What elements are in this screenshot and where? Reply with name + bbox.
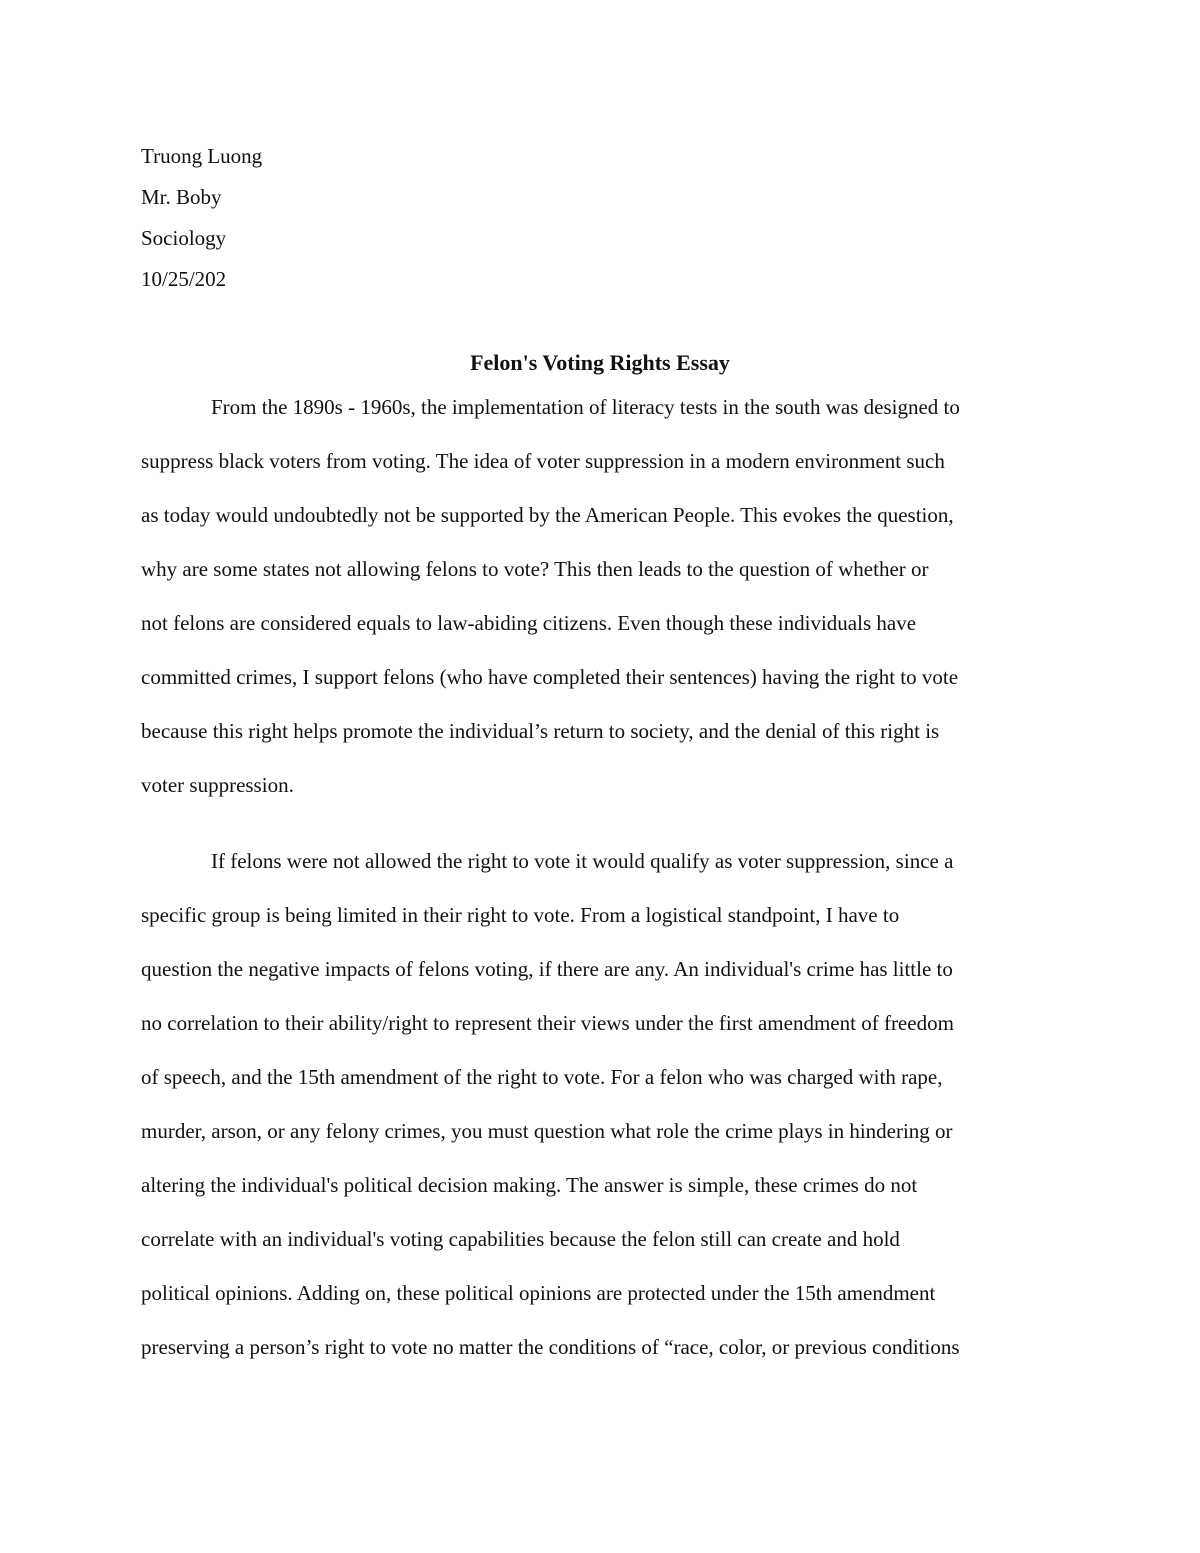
paragraph-line: preserving a person’s right to vote no matter the conditions of “race, color, or previous conditions [141, 1335, 960, 1359]
paragraph-line: question the negative impacts of felons voting, if there are any. An individual's crime has little to [141, 957, 953, 981]
paragraph-line: as today would undoubtedly not be supported by the American People. This evokes the question, [141, 503, 954, 527]
paragraph-line: voter suppression. [141, 773, 294, 797]
paragraph-line: no correlation to their ability/right to represent their views under the first amendment of freedom [141, 1011, 954, 1035]
author-name: Truong Luong [141, 144, 263, 168]
paragraph-line: altering the individual's political decision making. The answer is simple, these crimes do not [141, 1173, 918, 1197]
paragraph-line: committed crimes, I support felons (who have completed their sentences) having the right to vote [141, 665, 959, 689]
paragraph-line: If felons were not allowed the right to vote it would qualify as voter suppression, since a [211, 849, 954, 873]
course-name: Sociology [141, 226, 227, 250]
paragraph-line: because this right helps promote the individual’s return to society, and the denial of this right is [141, 719, 940, 743]
mla-heading [141, 140, 741, 304]
paragraph-line: murder, arson, or any felony crimes, you must question what role the crime plays in hindering or [141, 1119, 953, 1143]
paragraph-line: specific group is being limited in their right to vote. From a logistical standpoint, I have to [141, 903, 900, 927]
paragraph-line: correlate with an individual's voting capabilities because the felon still can create and hold [141, 1227, 900, 1251]
paragraph-line: suppress black voters from voting. The idea of voter suppression in a modern environment such [141, 449, 945, 473]
paragraph-line: not felons are considered equals to law-abiding citizens. Even though these individuals have [141, 611, 917, 635]
paragraph-line: From the 1890s - 1960s, the implementation of literacy tests in the south was designed to [211, 395, 960, 419]
paragraph-2 [141, 845, 1061, 1385]
paragraph-line: of speech, and the 15th amendment of the right to vote. For a felon who was charged with rape, [141, 1065, 943, 1089]
essay-title: Felon's Voting Rights Essay [470, 350, 730, 375]
paragraph-1 [141, 391, 1061, 823]
paragraph-line: political opinions. Adding on, these political opinions are protected under the 15th amendment [141, 1281, 936, 1305]
teacher-name: Mr. Boby [141, 185, 222, 209]
date: 10/25/202 [141, 267, 227, 291]
paragraph-line: why are some states not allowing felons to vote? This then leads to the question of whether or [141, 557, 929, 581]
